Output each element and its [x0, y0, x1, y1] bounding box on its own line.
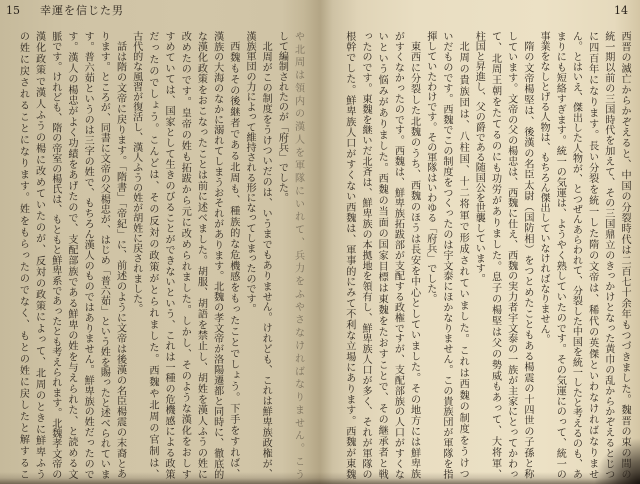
text-line: して編制されたのが「府兵」でした。 [276, 31, 288, 203]
text-line: 東西に分裂した北魏のうち、西魏のほうは長安を中心としていました。その地方には鮮卑族 [408, 41, 420, 479]
left-page-number: 15 [6, 4, 20, 17]
text-line: いだものです。西魏でこの制度をつくったのは宇文泰にほかなりません。この貴族団が軍隊を指 [440, 31, 452, 479]
right-page-number: 14 [614, 4, 628, 17]
text-line: て、北周王朝をたてるのにも功労がありました。息子の楊堅は父の勢威もあって、大将軍、 [489, 31, 501, 479]
text-line: す。漢人の楊忠がよく功績をあげたので、支配部族である鮮卑の姓を与えられた、と読める文 [65, 31, 77, 479]
text-line: の姓に戻されることになります。姓をもらったのでなく、もとの姓に戻したと解するこ [17, 31, 29, 479]
text-line: 北周の貴族団は、八柱国、十二将軍で形成されていました。これは西魏の制度をうけつ [457, 41, 469, 479]
text-line: ります。ところが、同書に文帝の父楊忠が、はじめ「普六茹」という姓を賜ったと述べられていま [98, 31, 110, 479]
text-line: 柱国と昇進し、父の爵である随国公を世襲しています。 [473, 31, 485, 284]
text-line: 漢化政策で漢人ふうの楊に改めていたのが、反対の政策によって、北周のときに鮮卑ふう [33, 31, 45, 479]
text-line: 北周がこの制度をうけついだのは、いうまでもありません。けれども、これは鮮卑族政権が、 [260, 41, 272, 479]
text-line: 脈です。けれども、隋の帝室の楊氏は、もともと鮮卑系であったとも考えられます。北魏孝文帝の [49, 31, 61, 479]
text-line: 改めたのです。皇帝の姓も拓跋から元に改められました。しかし、そのような漢化をおしす [179, 31, 191, 479]
text-line: すめていては、国家として生きのびることができないという、これは一種の危機感による政策 [163, 31, 175, 479]
text-line: だったのでしょう。こんどは、その反対の政策がとられました。西魏や北周の官制は、 [146, 31, 158, 479]
text-line: まりにも短絡すぎます。統一の気運は、ようやく熟していたのです。その気運にのって、統一の [554, 31, 566, 479]
text-line: 古代的な風習が復活し、漢人ふうの姓が胡姓に戻されました。 [130, 31, 142, 314]
text-line: す。普六茹というのは三字の姓で、もちろん漢人のものではありません。鮮卑族の姓だったので [82, 31, 94, 479]
text-line: 隋の文帝楊堅は、後漢の名臣太尉（国防相）をつとめたこともある楊震の十四世の子孫と称 [521, 41, 533, 479]
text-line: 事業をなしとげる人物は、もちろん傑出していなければなりません。 [538, 31, 550, 345]
text-line: ん。とはいえ、傑出した人物が、とつぜんあらわれて、分裂した中国を統一したと考えるのも、あ [570, 31, 582, 479]
text-line: 揮していたわけです。その軍隊はいわゆる「府兵」でした。 [424, 31, 436, 304]
text-line: に四百年になります。長い分裂を統一した隋の文帝は、稀代の英傑といわなければなりませ [586, 31, 598, 479]
text-line: な漢化政策をおこなったことは前に述べました。胡服、胡語を禁止し、胡姓を漢人ふうの姓に [195, 31, 207, 479]
text-line: 根幹でした。鮮卑族人口がすくない西魏は、軍事的にみて不利な立場にあります。西魏が東魏 [343, 31, 355, 479]
text-line: 統一期以前の三国時代を加えて、その三国鼎立のきっかけとなった黄巾の乱からかぞえるとじつ [602, 31, 614, 479]
text-line: 西晋の滅亡からかぞえると、中国の分裂時代は二百七十余年もつづきました。魏晋の束の間の [619, 31, 630, 479]
text-line: 漢族軍団の力によって維持される形になってしまったのです。 [244, 31, 256, 314]
text-line: や北周は領内の漢人を軍隊にいれて、兵力をふやさなければなりません。こう [292, 31, 304, 479]
running-head: 幸運を信じた男 [40, 4, 124, 17]
left-page-text [14, 31, 306, 479]
text-line: 西魏もその後継者である北周も、種族的な危機感をもったことでしょう。下手をすれば、 [227, 41, 239, 479]
text-line: 漢族の大海のなかに溺れてしまうおそれがあります。北魏の孝文帝が洛陽遷都と同時に、徹底的 [211, 31, 223, 479]
text-line: 話は隋の文帝に戻ります。「隋書」「帝紀」に、前述のように文帝は後漢の名臣楊震の末裔とあ [114, 41, 126, 479]
text-line: しています。文帝の父の楊忠は、西魏に仕え、西魏の実力者宇文泰の一族が主家にとってかわっ [505, 31, 517, 479]
text-line: いという悩みがありました。西魏の当面の国家目標は東魏をたおすことで、その継承者と戦 [376, 31, 388, 479]
right-page-text [340, 31, 632, 479]
text-line: ったのです。東魏を継いだ北斉は、鮮卑族の本拠地を領有し、鮮卑族人口が多く、それが軍隊の [360, 31, 371, 479]
text-line: がすくなかったのです。西魏は、鮮卑族拓跋部が支配する政権ですが、支配部族の人口がすくな [392, 31, 404, 479]
